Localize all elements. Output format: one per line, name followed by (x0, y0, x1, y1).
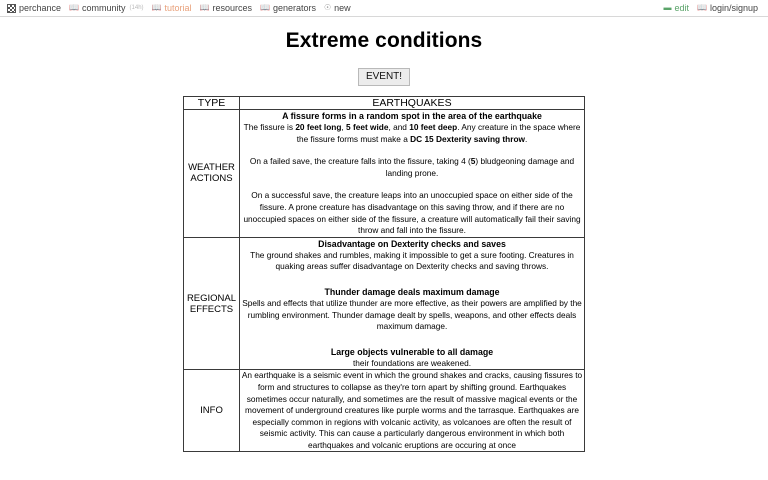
book-icon: 📖 (260, 3, 270, 12)
event-button[interactable]: EVENT! (358, 68, 410, 86)
regional-effect-heading: Thunder damage deals maximum damage (324, 286, 500, 297)
nav-item-label: new (334, 2, 351, 13)
nav-item-edit[interactable] (660, 4, 694, 13)
regional-effect-block (240, 346, 584, 370)
weather-actions-paragraph: On a failed save, the creature falls into the fissure, taking 4 (5) bludgeoning damage and landing prone. (249, 156, 575, 178)
table-row (184, 370, 585, 452)
row-type-regional-effects (184, 237, 240, 370)
weather-actions-paragraph: On a successful save, the creature leaps into an unoccupied space on either side of the fissure. A prone creature has disadvantage on this saving throw, and if there are no unoccupied spaces on either side of the fissure, a creature will automatically fail their saving throw and fall into the fissure. (243, 190, 581, 236)
nav-item-label: login/signup (709, 2, 758, 13)
nav-item-label: community (82, 2, 126, 13)
row-type-label: WEATHER ACTIONS (188, 162, 235, 185)
table-body (184, 110, 585, 452)
row-content-weather-actions (240, 110, 585, 238)
row-type-label: INFO (200, 405, 223, 417)
regional-effect-body: their foundations are weakened. (352, 357, 472, 368)
column-header-value: EARTHQUAKES (240, 97, 585, 110)
book-icon: 📖 (696, 3, 707, 12)
nav-item-perchance[interactable] (5, 4, 66, 13)
nav-item-label: edit (674, 2, 689, 13)
book-icon: 📖 (69, 3, 79, 12)
book-icon: 📖 (151, 3, 162, 12)
column-header-type: TYPE (184, 97, 240, 110)
nav-item-label: generators (272, 2, 316, 13)
nav-item-new[interactable] (321, 4, 356, 13)
conditions-table (183, 96, 585, 452)
table-header-row (184, 97, 585, 110)
nav-item-tutorial[interactable] (149, 4, 197, 13)
dash-icon: ▬ (663, 3, 672, 12)
table-row (184, 110, 585, 238)
event-button-row (0, 66, 768, 86)
book-icon: 📖 (199, 3, 210, 12)
regional-effect-heading: Large objects vulnerable to all damage (330, 346, 494, 357)
row-type-weather-actions (184, 110, 240, 238)
regional-effect-block (240, 238, 584, 273)
weather-actions-paragraphs (240, 122, 584, 237)
nav-item-resources[interactable] (197, 4, 257, 13)
nav-item-label: perchance (19, 2, 62, 13)
row-content-regional-effects (240, 237, 585, 370)
page-title: Extreme conditions (285, 29, 483, 52)
perchance-logo-icon (7, 4, 16, 13)
table-container (0, 96, 768, 452)
regional-effect-heading: Disadvantage on Dexterity checks and saves (318, 238, 506, 249)
info-paragraph: An earthquake is a seismic event in which the ground shakes and cracks, causing fissures to form and structures to collapse as they're torn apart by shifting ground. Earthquakes sometimes occur naturally, and sometimes are the result of massive magical events or the movement of underground creatures like purple worms and the tarrasque. Earthquakes are especially common in regions with volcanic activity, as volcanoes are often the result of seismic activity. This can cause a particularly dangerous environment in which both earthquakes and volcanic eruptions are occuring at once (241, 370, 583, 450)
globe-icon: ☉ (324, 3, 332, 12)
row-content-info (240, 370, 585, 452)
nav-item-label: tutorial (164, 2, 192, 13)
community-count-badge: (14h) (129, 5, 144, 11)
nav-left-group (5, 4, 660, 13)
regional-effect-block (240, 286, 584, 333)
page-content (0, 17, 768, 452)
nav-item-generators[interactable] (257, 4, 321, 13)
regional-effect-body: Spells and effects that utilize thunder are more effective, as their powers are amplified by the rumbling environment. Thunder damage dealt by spells, weapons, and other effects deals maximum damage. (242, 297, 582, 332)
nav-right-group (660, 4, 763, 13)
nav-item-login-signup[interactable] (694, 4, 763, 13)
row-type-label: REGIONAL EFFECTS (186, 292, 237, 315)
regional-effects-blocks (240, 238, 584, 370)
weather-actions-title: A fissure forms in a random spot in the area of the earthquake (282, 111, 542, 121)
table-row (184, 237, 585, 370)
nav-item-community[interactable] (66, 4, 149, 13)
weather-actions-paragraph: The fissure is 20 feet long, 5 feet wide, and 10 feet deep. Any creature in the space where the fissure forms must make a DC 15 Dexterity saving throw. (243, 122, 581, 144)
top-navigation-bar (0, 0, 768, 17)
regional-effect-body: The ground shakes and rumbles, making it impossible to get a sure footing. Creatures in quaking areas suffer disadvantage on Dexterity checks and saving throws. (250, 249, 574, 272)
nav-item-label: resources (212, 2, 252, 13)
row-type-info (184, 370, 240, 452)
